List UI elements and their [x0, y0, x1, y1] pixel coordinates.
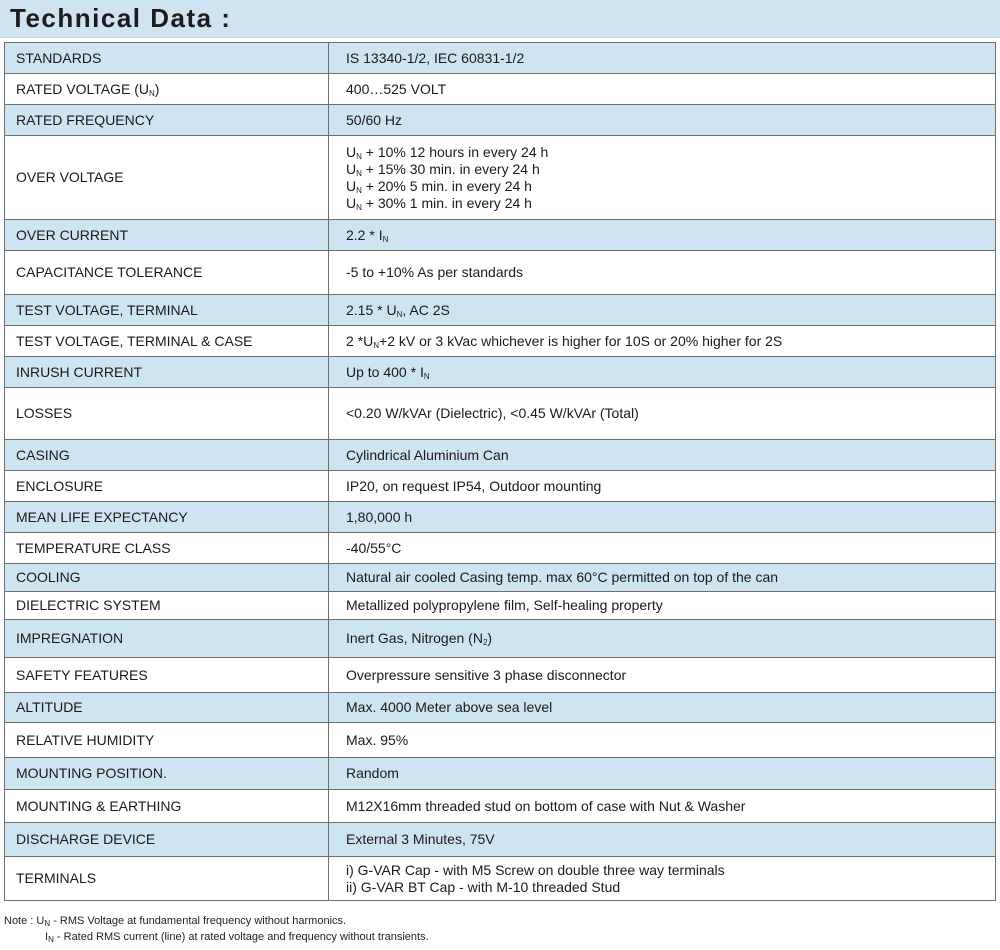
parameter-label: SAFETY FEATURES — [16, 666, 148, 683]
value-text: <0.20 W/kVAr (Dielectric), <0.45 W/kVAr (Total) — [346, 405, 639, 421]
value-text: 2.15 * U — [346, 301, 397, 318]
value-line — [346, 798, 995, 815]
value-text: + 20% 5 min. in every 24 h — [361, 177, 532, 194]
value-cell — [329, 758, 996, 790]
value-text: U — [346, 177, 357, 194]
value-text: Metallized polypropylene film, Self-healing property — [346, 597, 663, 613]
table-row — [5, 790, 996, 823]
parameter-subscript: N — [149, 88, 155, 98]
value-cell — [329, 857, 996, 901]
value-cell — [329, 620, 996, 658]
value-text: U — [346, 194, 357, 211]
value-text: +2 kV or 3 kVac whichever is higher for 10S or 20% higher for 2S — [379, 332, 783, 349]
value-line — [346, 879, 995, 896]
table-row — [5, 440, 996, 471]
title-bar — [0, 0, 1000, 38]
value-cell — [329, 220, 996, 251]
value-text: Max. 95% — [346, 731, 409, 748]
parameter-label: LOSSES — [16, 405, 73, 421]
footnotes — [4, 913, 996, 945]
parameter-cell — [5, 790, 329, 823]
table-row — [5, 74, 996, 105]
parameter-label-suffix: ) — [154, 80, 160, 97]
page-title: Technical Data : — [10, 3, 232, 33]
value-line — [346, 112, 995, 129]
value-text: Cylindrical Aluminium Can — [346, 446, 509, 463]
value-line — [346, 264, 995, 281]
value-text: U — [346, 160, 357, 177]
parameter-cell — [5, 43, 329, 74]
parameter-cell — [5, 693, 329, 723]
value-text: IP20, on request IP54, Outdoor mounting — [346, 477, 602, 494]
value-line — [346, 569, 995, 586]
parameter-cell — [5, 105, 329, 136]
parameter-label: CASING — [16, 446, 70, 463]
value-text: + 15% 30 min. in every 24 h — [361, 160, 540, 177]
value-cell — [329, 502, 996, 533]
parameter-cell — [5, 220, 329, 251]
parameter-cell — [5, 295, 329, 326]
parameter-cell — [5, 326, 329, 357]
parameter-label: CAPACITANCE TOLERANCE — [16, 264, 203, 280]
note-in: $I_N$ - Rated RMS current (line) at rated voltage and frequency without transients. — [45, 931, 429, 944]
value-line — [346, 831, 995, 848]
parameter-cell — [5, 440, 329, 471]
value-cell — [329, 693, 996, 723]
value-line — [346, 333, 995, 350]
value-subscript: N — [423, 371, 430, 381]
value-cell — [329, 790, 996, 823]
parameter-label: COOLING — [16, 569, 81, 585]
parameter-cell — [5, 357, 329, 388]
value-text: + 10% 12 hours in every 24 h — [361, 143, 549, 160]
table-row — [5, 823, 996, 857]
value-line — [346, 178, 995, 195]
value-cell — [329, 658, 996, 693]
value-text: IS 13340-1/2, IEC 60831-1/2 — [346, 49, 525, 66]
value-text: Inert Gas, Nitrogen (N — [346, 630, 483, 646]
table-row — [5, 295, 996, 326]
parameter-label: DISCHARGE DEVICE — [16, 831, 156, 847]
value-cell — [329, 357, 996, 388]
value-line — [346, 765, 995, 782]
table-body — [5, 43, 996, 901]
table-row — [5, 105, 996, 136]
value-text: 50/60 Hz — [346, 111, 403, 128]
value-cell — [329, 440, 996, 471]
table-row — [5, 326, 996, 357]
table-row — [5, 251, 996, 295]
value-line — [346, 509, 995, 526]
parameter-label: TERMINALS — [16, 870, 97, 886]
value-line — [346, 540, 995, 557]
value-cell — [329, 533, 996, 564]
value-line — [346, 630, 995, 647]
parameter-cell — [5, 388, 329, 440]
value-text: 2 *U — [346, 332, 374, 349]
parameter-label: RATED VOLTAGE (U — [16, 80, 150, 97]
table-row — [5, 658, 996, 693]
value-text: Max. 4000 Meter above sea level — [346, 699, 553, 715]
value-text: + 30% 1 min. in every 24 h — [361, 194, 532, 211]
parameter-label: IMPREGNATION — [16, 630, 124, 646]
value-line — [346, 597, 995, 614]
table-row — [5, 43, 996, 74]
parameter-cell — [5, 251, 329, 295]
parameter-label: STANDARDS — [16, 49, 102, 66]
value-subscript: N — [373, 340, 380, 350]
table-row — [5, 693, 996, 723]
parameter-label: OVER VOLTAGE — [16, 169, 124, 185]
value-line — [346, 144, 995, 161]
value-cell — [329, 43, 996, 74]
value-cell — [329, 295, 996, 326]
parameter-label: OVER CURRENT — [16, 226, 129, 243]
parameter-label: INRUSH CURRENT — [16, 363, 142, 380]
value-subscript: N — [382, 234, 389, 244]
parameter-cell — [5, 857, 329, 901]
value-text: -5 to +10% As per standards — [346, 264, 524, 280]
value-line — [346, 50, 995, 67]
table-row — [5, 502, 996, 533]
value-text: Up to 400 * I — [346, 363, 424, 380]
parameter-cell — [5, 620, 329, 658]
value-cell — [329, 564, 996, 592]
value-line — [346, 81, 995, 98]
table-row — [5, 857, 996, 901]
value-line — [346, 195, 995, 212]
parameter-label: MEAN LIFE EXPECTANCY — [16, 508, 188, 525]
parameter-label: RELATIVE HUMIDITY — [16, 731, 155, 748]
value-cell — [329, 74, 996, 105]
value-subscript: 2 — [482, 638, 488, 647]
table-row — [5, 220, 996, 251]
value-text: Random — [346, 765, 399, 781]
value-cell — [329, 592, 996, 620]
value-line — [346, 699, 995, 716]
parameter-cell — [5, 564, 329, 592]
table-row — [5, 136, 996, 220]
table-row — [5, 592, 996, 620]
parameter-cell — [5, 592, 329, 620]
value-subscript: N — [356, 202, 362, 212]
value-text: , AC 2S — [402, 301, 450, 318]
table-row — [5, 620, 996, 658]
value-cell — [329, 723, 996, 758]
value-line — [346, 227, 995, 244]
parameter-label: TEMPERATURE CLASS — [16, 539, 171, 556]
value-text: 1,80,000 h — [346, 508, 413, 525]
value-line — [346, 405, 995, 422]
value-cell — [329, 471, 996, 502]
parameter-cell — [5, 533, 329, 564]
value-text: i) G-VAR Cap - with M5 Screw on double three way terminals — [346, 861, 725, 878]
parameter-label: ENCLOSURE — [16, 477, 104, 494]
parameter-cell — [5, 74, 329, 105]
value-cell — [329, 326, 996, 357]
value-text: External 3 Minutes, 75V — [346, 831, 495, 847]
value-line — [346, 447, 995, 464]
value-cell — [329, 136, 996, 220]
value-subscript: N — [356, 185, 362, 195]
value-cell — [329, 105, 996, 136]
value-text: 400…525 VOLT — [346, 80, 447, 97]
parameter-label: TEST VOLTAGE, TERMINAL & CASE — [16, 332, 253, 349]
parameter-label: RATED FREQUENCY — [16, 111, 155, 128]
parameter-cell — [5, 758, 329, 790]
table-row — [5, 564, 996, 592]
value-line — [346, 161, 995, 178]
parameter-label: MOUNTING POSITION. — [16, 765, 167, 781]
technical-data-table — [4, 42, 996, 901]
parameter-label: MOUNTING & EARTHING — [16, 797, 182, 814]
value-line — [346, 302, 995, 319]
table-row — [5, 723, 996, 758]
value-cell — [329, 388, 996, 440]
parameter-cell — [5, 723, 329, 758]
value-text: M12X16mm threaded stud on bottom of case with Nut & Washer — [346, 797, 746, 814]
parameter-cell — [5, 136, 329, 220]
value-subscript: N — [356, 151, 362, 161]
value-text: Natural air cooled Casing temp. max 60°C permitted on top of the can — [346, 569, 779, 585]
value-text: Overpressure sensitive 3 phase disconnector — [346, 666, 627, 683]
value-text: ii) G-VAR BT Cap - with M-10 threaded Stud — [346, 878, 621, 895]
value-cell — [329, 823, 996, 857]
value-text: ) — [487, 630, 493, 646]
value-text: U — [346, 143, 357, 160]
table-row — [5, 533, 996, 564]
table-row — [5, 357, 996, 388]
table-row — [5, 471, 996, 502]
table-row — [5, 758, 996, 790]
parameter-cell — [5, 658, 329, 693]
parameter-cell — [5, 471, 329, 502]
parameter-label: DIELECTRIC SYSTEM — [16, 597, 161, 613]
parameter-cell — [5, 502, 329, 533]
value-line — [346, 478, 995, 495]
value-cell — [329, 251, 996, 295]
table-row — [5, 388, 996, 440]
value-text: -40/55°C — [346, 539, 402, 556]
value-subscript: N — [396, 309, 403, 319]
note-un: Note : $U_N$ - RMS Voltage at fundamental frequency without harmonics. — [4, 915, 347, 928]
value-line — [346, 667, 995, 684]
parameter-label: ALTITUDE — [16, 699, 83, 715]
parameter-label: TEST VOLTAGE, TERMINAL — [16, 301, 198, 318]
value-line — [346, 732, 995, 749]
value-line — [346, 862, 995, 879]
parameter-cell — [5, 823, 329, 857]
value-subscript: N — [356, 168, 362, 178]
value-line — [346, 364, 995, 381]
value-text: 2.2 * I — [346, 226, 383, 243]
